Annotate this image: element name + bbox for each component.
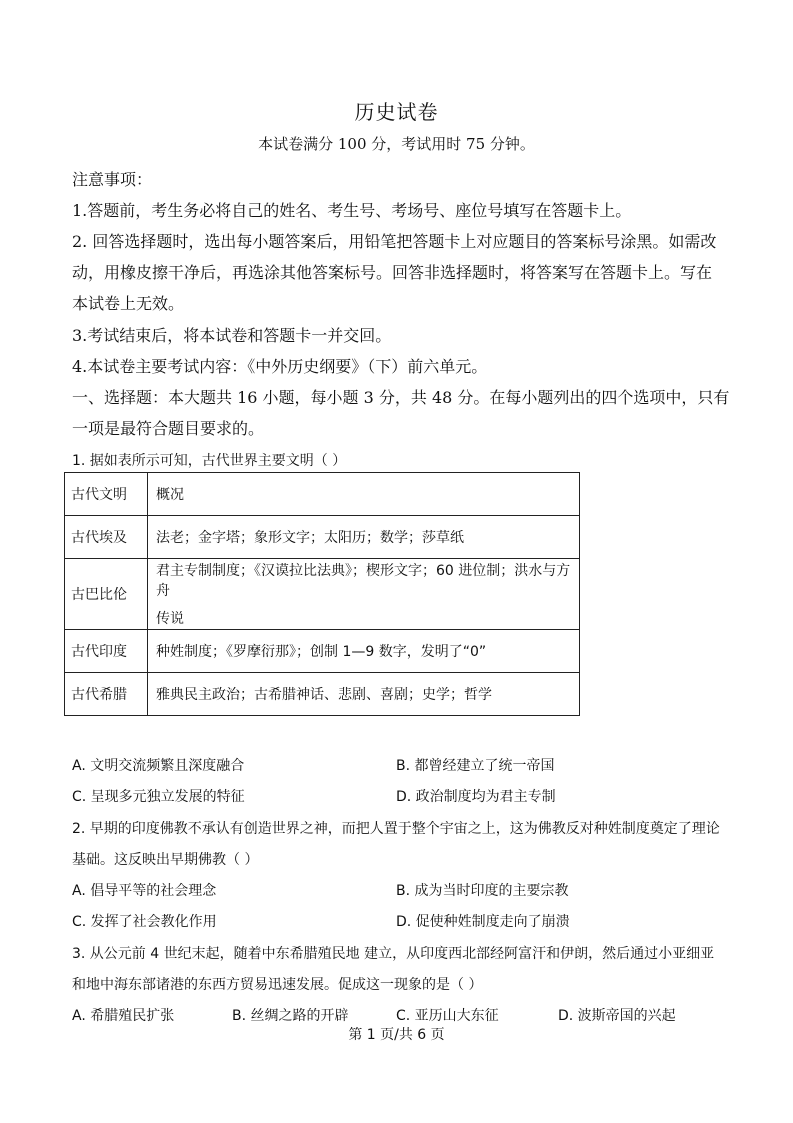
civilization-table	[64, 472, 580, 716]
notice-item-2-line-1: 2. 回答选择题时，选出每小题答案后，用铅笔把答题卡上对应题目的答案标号涂黑。如需改	[72, 232, 717, 251]
table-row	[65, 673, 580, 716]
description-line: 君主专制制度；《汉谟拉比法典》；楔形文字；60 进位制；洪水与方舟	[156, 563, 571, 599]
q2-stem-line-1: 2. 早期的印度佛教不承认有创造世界之神，而把人置于整个宇宙之上，这为佛教反对种姓制度奠定了理论	[72, 821, 720, 837]
q3-option-c[interactable]: C. 亚历山大东征	[396, 1008, 499, 1024]
notice-item-2-line-2: 动，用橡皮擦干净后，再选涂其他答案标号。回答非选择题时，将答案写在答题卡上。写在	[72, 263, 713, 282]
table-header-cell: 概况	[148, 473, 580, 516]
notice-item-3: 3.考试结束后，将本试卷和答题卡一并交回。	[72, 326, 392, 345]
q2-option-b[interactable]: B. 成为当时印度的主要宗教	[396, 883, 569, 899]
notice-item-2-line-3: 本试卷上无效。	[72, 294, 185, 313]
notice-item-4: 4.本试卷主要考试内容：《中外历史纲要》（下）前六单元。	[72, 357, 488, 376]
table-row	[65, 559, 580, 630]
notice-heading: 注意事项：	[72, 170, 153, 189]
table-row	[65, 516, 580, 559]
table-header-cell: 古代文明	[65, 473, 148, 516]
table-cell-civilization: 古巴比伦	[65, 559, 148, 630]
q3-option-d[interactable]: D. 波斯帝国的兴起	[558, 1008, 676, 1024]
table-header-row	[65, 473, 580, 516]
q3-stem-line-2: 和地中海东部诸港的东西方贸易迅速发展。促成这一现象的是（ ）	[72, 977, 483, 993]
table-cell-description	[148, 673, 580, 716]
table-cell-description	[148, 559, 580, 630]
section-heading-line-2: 一项是最符合题目要求的。	[72, 419, 265, 438]
q2-option-d[interactable]: D. 促使种姓制度走向了崩溃	[396, 914, 570, 930]
page-title: 历史试卷	[354, 100, 439, 124]
description-line: 传说	[156, 611, 184, 627]
q2-stem-line-2: 基础。这反映出早期佛教（ ）	[72, 852, 259, 868]
table-cell-civilization: 古代埃及	[65, 516, 148, 559]
table-cell-civilization: 古代希腊	[65, 673, 148, 716]
q1-option-c[interactable]: C. 呈现多元独立发展的特征	[72, 789, 245, 805]
q2-option-a[interactable]: A. 倡导平等的社会理念	[72, 883, 217, 899]
table-cell-description	[148, 516, 580, 559]
table-row	[65, 630, 580, 673]
description-line: 法老；金字塔；象形文字；太阳历；数学；莎草纸	[156, 530, 464, 546]
page-footer: 第 1 页/共 6 页	[348, 1027, 445, 1043]
table-cell-civilization: 古代印度	[65, 630, 148, 673]
q1-option-a[interactable]: A. 文明交流频繁且深度融合	[72, 758, 245, 774]
section-heading-line-1: 一、选择题：本大题共 16 小题，每小题 3 分，共 48 分。在每小题列出的四个选项中，只有	[72, 388, 730, 407]
q1-stem: 1. 据如表所示可知，古代世界主要文明（ ）	[72, 453, 347, 469]
q3-option-b[interactable]: B. 丝绸之路的开辟	[232, 1008, 349, 1024]
notice-item-1: 1.答题前，考生务必将自己的姓名、考生号、考场号、座位号填写在答题卡上。	[72, 201, 632, 220]
exam-subtitle: 本试卷满分 100 分，考试用时 75 分钟。	[258, 135, 535, 153]
q1-option-b[interactable]: B. 都曾经建立了统一帝国	[396, 758, 555, 774]
q3-stem-line-1: 3. 从公元前 4 世纪末起，随着中东希腊殖民地 建立，从印度西北部经阿富汗和伊朗，然后通过小亚细亚	[72, 946, 715, 962]
q3-option-a[interactable]: A. 希腊殖民扩张	[72, 1008, 175, 1024]
description-line: 雅典民主政治；古希腊神话、悲剧、喜剧；史学；哲学	[156, 687, 492, 703]
q2-option-c[interactable]: C. 发挥了社会教化作用	[72, 914, 217, 930]
q1-option-d[interactable]: D. 政治制度均为君主专制	[396, 789, 556, 805]
table-cell-description	[148, 630, 580, 673]
description-line: 种姓制度；《罗摩衍那》；创制 1—9 数字，发明了“0”	[156, 644, 487, 660]
